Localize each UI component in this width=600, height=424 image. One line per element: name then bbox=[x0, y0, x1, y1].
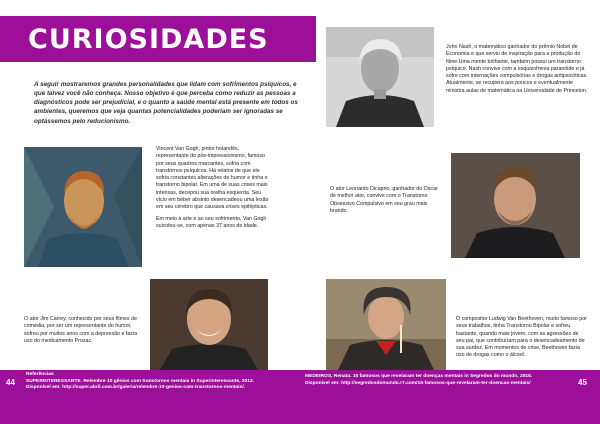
photo-ludwig-van-beethoven bbox=[326, 279, 446, 370]
page-number-left: 44 bbox=[6, 378, 15, 387]
nash-text bbox=[446, 44, 590, 99]
carrey-paragraph: O ator Jim Carrey, conhecido por seus filmes de comédia, por ser um representante do humor, sofreu por muitos anos com a depressão e fazia uso do medicamento Prozac. bbox=[24, 316, 138, 344]
photo-van-gogh bbox=[24, 147, 142, 267]
beethoven-text bbox=[456, 316, 588, 364]
photo-jim-carrey bbox=[150, 279, 268, 370]
references-left bbox=[26, 372, 298, 392]
references-heading: Referências bbox=[26, 372, 54, 377]
nash-paragraph: John Nash, o matemático ganhador do prêmio Nobel de Economia e que serviu de inspiração para a produção do filme Uma mente brilhante, também possui um transtorno psíquico. Nash convive com a esquizofrenia paranóide e já sofre com internações compulsórias e drogas antipsicóticas. Atualmente, se recupera aos poucos e eventualmente ministra aulas de matemática na Universidade de Princeton. bbox=[446, 44, 588, 94]
photo-john-nash bbox=[326, 27, 434, 127]
photo-leonardo-dicaprio bbox=[451, 153, 580, 258]
vangogh-text bbox=[156, 146, 272, 234]
reference-left-line-1: SUPERINTERESSANTE. Relembre 10 gênios com transtornos mentais in Superinteressante, 2012. bbox=[26, 378, 255, 384]
vangogh-paragraph-2: Em meio à arte e ao seu sofrimento, Van Gogh suicidou-se, com apenas 37 anos de idade. bbox=[156, 215, 267, 229]
dicaprio-text bbox=[330, 186, 442, 219]
page-title: CURIOSIDADES bbox=[28, 23, 269, 55]
references-right bbox=[305, 374, 573, 387]
page-number-right: 45 bbox=[578, 378, 587, 387]
intro-text: A seguir mostraremos grandes personalidades que lidam com sofrimentos psíquicos, e que talvez você não conheça. Nosso objetivo é que perceba como reduzir as pessoas a diagnósticos pode ser prejudicial, e o quanto a saúde mental está presente em todos os ambientes, queremos que veja quantas potencialidades poderiam ser ignoradas se optássemos pelo reducionismo. bbox=[34, 81, 298, 125]
carrey-text bbox=[24, 316, 144, 349]
reference-right-line-1: MEDEIROS, Renata. 15 famosos que revelaram ter doenças mentais in Segredos do mundo, 2015. bbox=[305, 374, 533, 379]
vangogh-paragraph-1: Vincent Van Gogh, pintor holandês, representante do pós-impressionismo, famoso por seus quadros marcantes, sofria com transtornos psíquicos. Há relatos de que ele sofria constantes alterações de humor e tinha o transtorno bipolar. Em uma de suas crises mais intensas, decepou sua orelha esquerda. Seu vício em beber absinto desencadeou uma lesão em seu cérebro que causava crises epilépticas. bbox=[156, 146, 269, 211]
beethoven-paragraph: O compositor Ludwig Van Beethoven, muito famoso por seus trabalhos, tinha Transtorno Bipolar e sofreu bastante, quando mais jovem, com as agressões de seu pai, que contribuíram para o desencadeamento de sua surdez. Em momentos de crise, Beethoven fazia uso de drogas como o álcool. bbox=[456, 316, 587, 359]
dicaprio-paragraph: O ator Leonardo Dicaprio, ganhador do Oscar de melhor ator, convive com o Transtorno Obsessivo Compulsivo em seu grau mais brando. bbox=[330, 186, 438, 214]
title-box bbox=[28, 16, 288, 62]
reference-right-link[interactable]: Disponível em: http://segredosdomundo.r7.com/15-famosos-que-revelaram-ter-doencas-mentais/ bbox=[305, 380, 531, 386]
reference-left-link[interactable]: Disponível em: http://super.abril.com.br/galeria/relembre-10-genios-com-transtornos-mentais/. bbox=[26, 385, 246, 391]
